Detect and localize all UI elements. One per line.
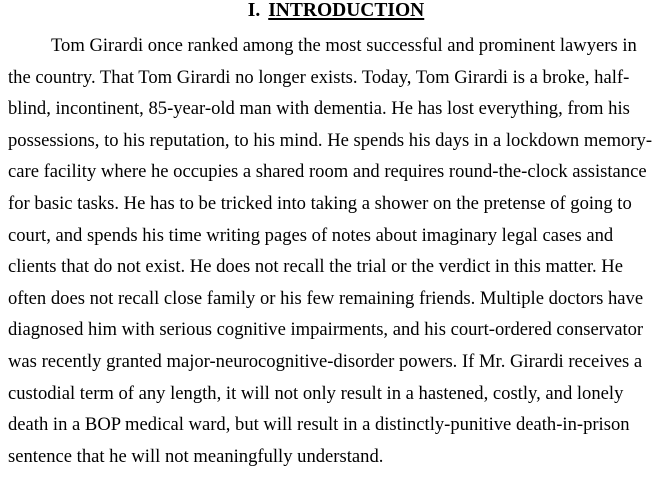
paragraph-line: care facility where he occupies a shared room and requires round-the-clock assistance <box>8 161 647 183</box>
paragraph-line: sentence that he will not meaningfully understand. <box>8 445 384 467</box>
paragraph-line: Tom Girardi once ranked among the most successful and prominent lawyers in <box>51 35 637 56</box>
paragraph-line: clients that do not exist. He does not recall the trial or the verdict in this matter. He <box>8 256 623 278</box>
section-title: INTRODUCTION <box>268 0 425 21</box>
paragraph-line: custodial term of any length, it will not only result in a hastened, costly, and lonely <box>8 382 624 404</box>
paragraph-line: the country. That Tom Girardi no longer exists. Today, Tom Girardi is a broke, half- <box>8 66 630 88</box>
paragraph-line: possessions, to his reputation, to his mind. He spends his days in a lockdown memory- <box>8 129 653 151</box>
paragraph-line: court, and spends his time writing pages of notes about imaginary legal cases and <box>8 224 614 246</box>
section-number: I. <box>247 0 261 21</box>
paragraph-line: diagnosed him with serious cognitive impairments, and his court-ordered conservator <box>8 319 644 341</box>
paragraph-line: death in a BOP medical ward, but will result in a distinctly-punitive death-in-prison <box>8 414 630 436</box>
paragraph-line: blind, incontinent, 85-year-old man with dementia. He has lost everything, from his <box>8 98 630 120</box>
introduction-paragraph <box>8 30 668 472</box>
section-heading <box>0 0 672 24</box>
paragraph-line: often does not recall close family or his few remaining friends. Multiple doctors have <box>8 287 644 309</box>
paragraph-line: for basic tasks. He has to be tricked into taking a shower on the pretense of going to <box>8 192 632 214</box>
paragraph-line: was recently granted major-neurocognitive-disorder powers. If Mr. Girardi receives a <box>8 350 643 372</box>
